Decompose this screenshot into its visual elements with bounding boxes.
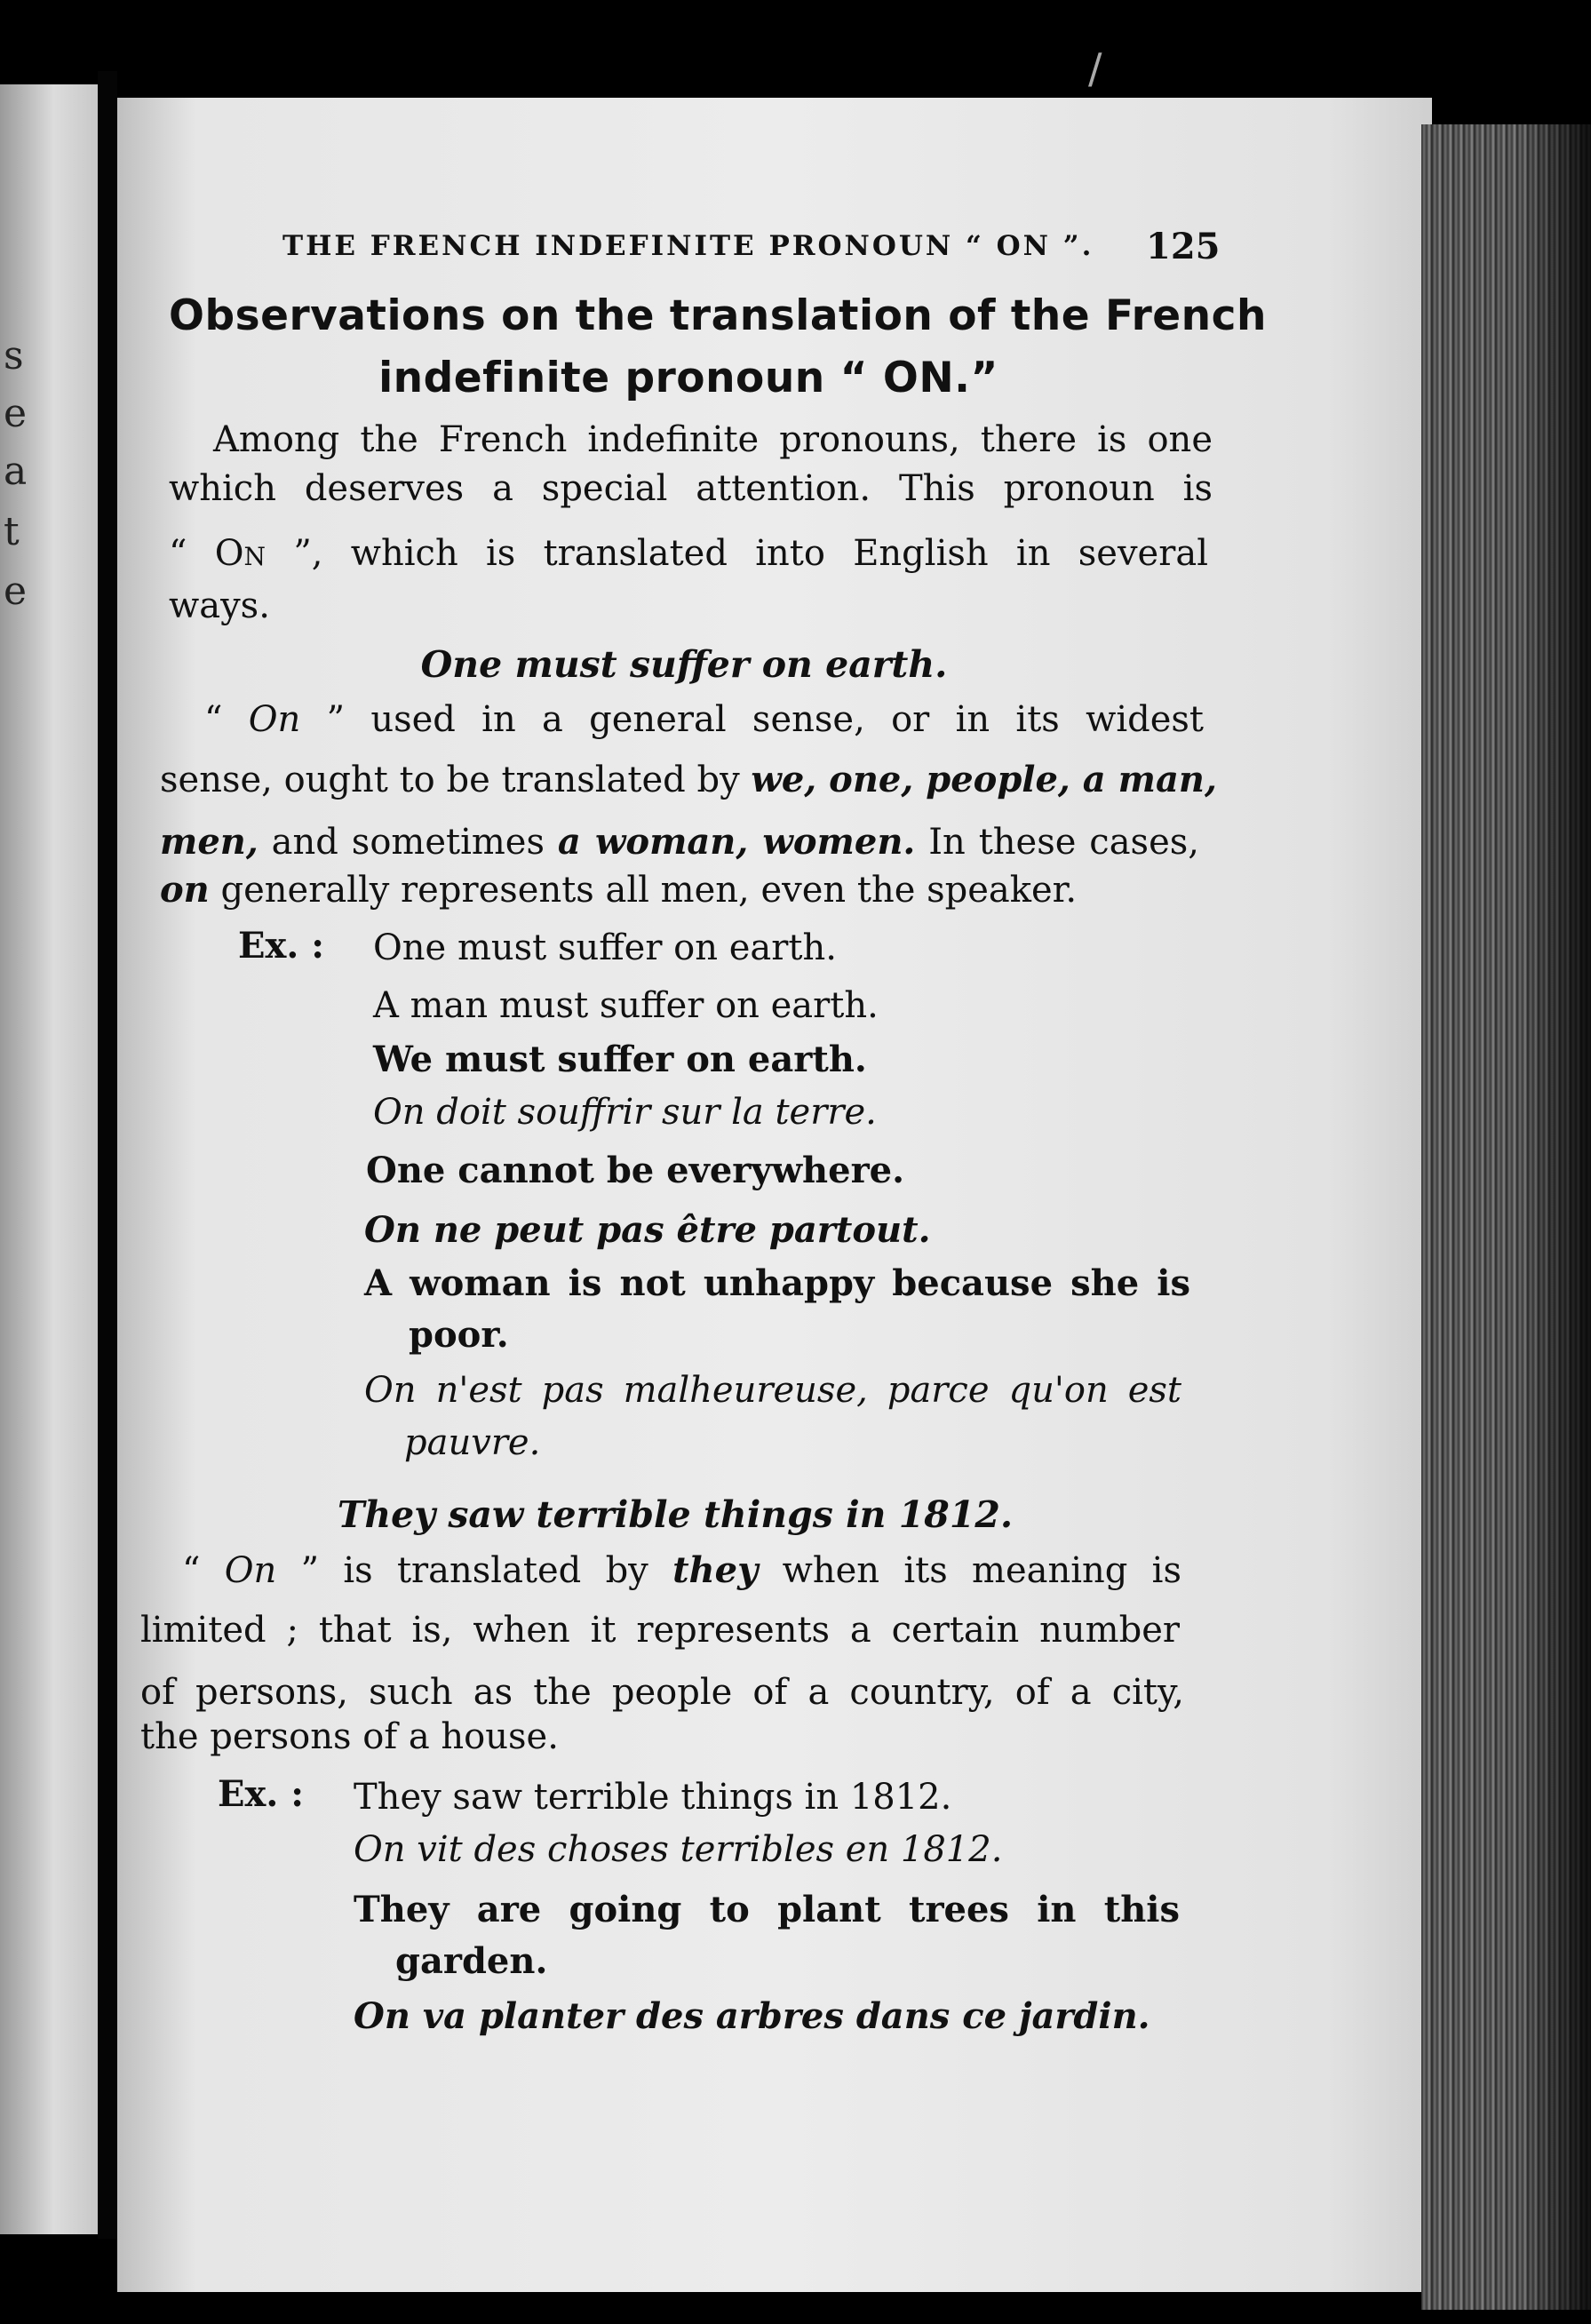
italic-terms: men, — [160, 821, 259, 863]
section1-line-text: generally represents all men, even the speaker. — [209, 870, 1078, 911]
example-line: A man must suffer on earth. — [373, 985, 879, 1026]
section1-line — [160, 869, 1078, 911]
example-line: garden. — [395, 1940, 548, 1982]
section2-line-text: when its meaning is — [758, 1550, 1181, 1591]
example-line: A woman is not unhappy because she is — [364, 1262, 1190, 1304]
section2-line-text: ” is translated by — [276, 1550, 673, 1591]
example-line: One must suffer on earth. — [373, 927, 837, 968]
keyword-on: on — [160, 869, 210, 911]
keyword-on: On — [214, 533, 266, 574]
adjacent-page-fragment: s — [4, 333, 24, 378]
italic-terms: a woman, women. — [557, 821, 916, 863]
italic-terms: we, one, people, a man, — [751, 759, 1217, 800]
section-heading: They saw terrible things in 1812. — [337, 1493, 1014, 1536]
section1-line-text: sense, ought to be translated by — [160, 760, 752, 800]
page-title-line-1: Observations on the translation of the French — [169, 291, 1267, 340]
intro-line-text: ”, which is translated into English in several — [266, 533, 1208, 574]
example-line-french: On doit souffrir sur la terre. — [373, 1092, 877, 1133]
section-heading: One must suffer on earth. — [420, 643, 948, 686]
section1-line-text: In these cases, — [915, 822, 1199, 863]
section2-line: the persons of a house. — [140, 1716, 559, 1757]
section1-line — [204, 699, 1204, 740]
example-line-french: On vit des choses terribles en 1812. — [354, 1829, 1003, 1870]
example-line: They are going to plant trees in this — [354, 1889, 1180, 1930]
intro-line: ways. — [169, 585, 270, 626]
quote-mark: “ — [182, 1550, 225, 1591]
intro-line — [169, 533, 1208, 574]
intro-line: which deserves a special attention. This pronoun is — [169, 468, 1213, 509]
example-line-french: On n'est pas malheureuse, parce qu'on est — [364, 1370, 1181, 1411]
section2-line — [182, 1549, 1181, 1591]
keyword-on: On — [248, 699, 301, 740]
quote-mark: “ — [169, 533, 215, 574]
example-line: They saw terrible things in 1812. — [354, 1777, 952, 1818]
example-line: We must suffer on earth. — [373, 1039, 867, 1080]
example-line-french: pauvre. — [404, 1422, 541, 1463]
adjacent-page-fragment: a — [4, 449, 28, 494]
italic-terms: they — [672, 1549, 759, 1591]
section1-line — [160, 821, 1199, 863]
example-label: Ex. : — [238, 925, 324, 967]
section2-line: limited ; that is, when it represents a certain number — [140, 1610, 1180, 1651]
example-line-french: On ne peut pas être partout. — [364, 1209, 931, 1251]
example-line-french: On va planter des arbres dans ce jardin. — [354, 1995, 1150, 2037]
adjacent-page-fragment: e — [4, 569, 28, 614]
adjacent-page-fragment: t — [4, 509, 20, 554]
intro-line: Among the French indefinite pronouns, there is one — [213, 419, 1213, 460]
adjacent-page-fragment: e — [4, 391, 28, 436]
pencil-mark: / — [1088, 44, 1102, 92]
example-line: One cannot be everywhere. — [366, 1150, 905, 1191]
keyword-on: On — [224, 1550, 277, 1591]
section1-line — [160, 759, 1217, 800]
section1-line-text: and sometimes — [258, 822, 558, 863]
page-title-line-2: indefinite pronoun “ ON.” — [378, 354, 998, 402]
section1-line-text: ” used in a general sense, or in its widest — [300, 699, 1204, 740]
example-line: poor. — [409, 1314, 509, 1356]
page-number: 125 — [1146, 226, 1221, 267]
running-head: THE FRENCH INDEFINITE PRONOUN “ ON ”. — [282, 230, 1094, 262]
example-label: Ex. : — [218, 1773, 304, 1815]
quote-mark: “ — [204, 699, 249, 740]
section2-line: of persons, such as the people of a country, of a city, — [140, 1672, 1184, 1713]
